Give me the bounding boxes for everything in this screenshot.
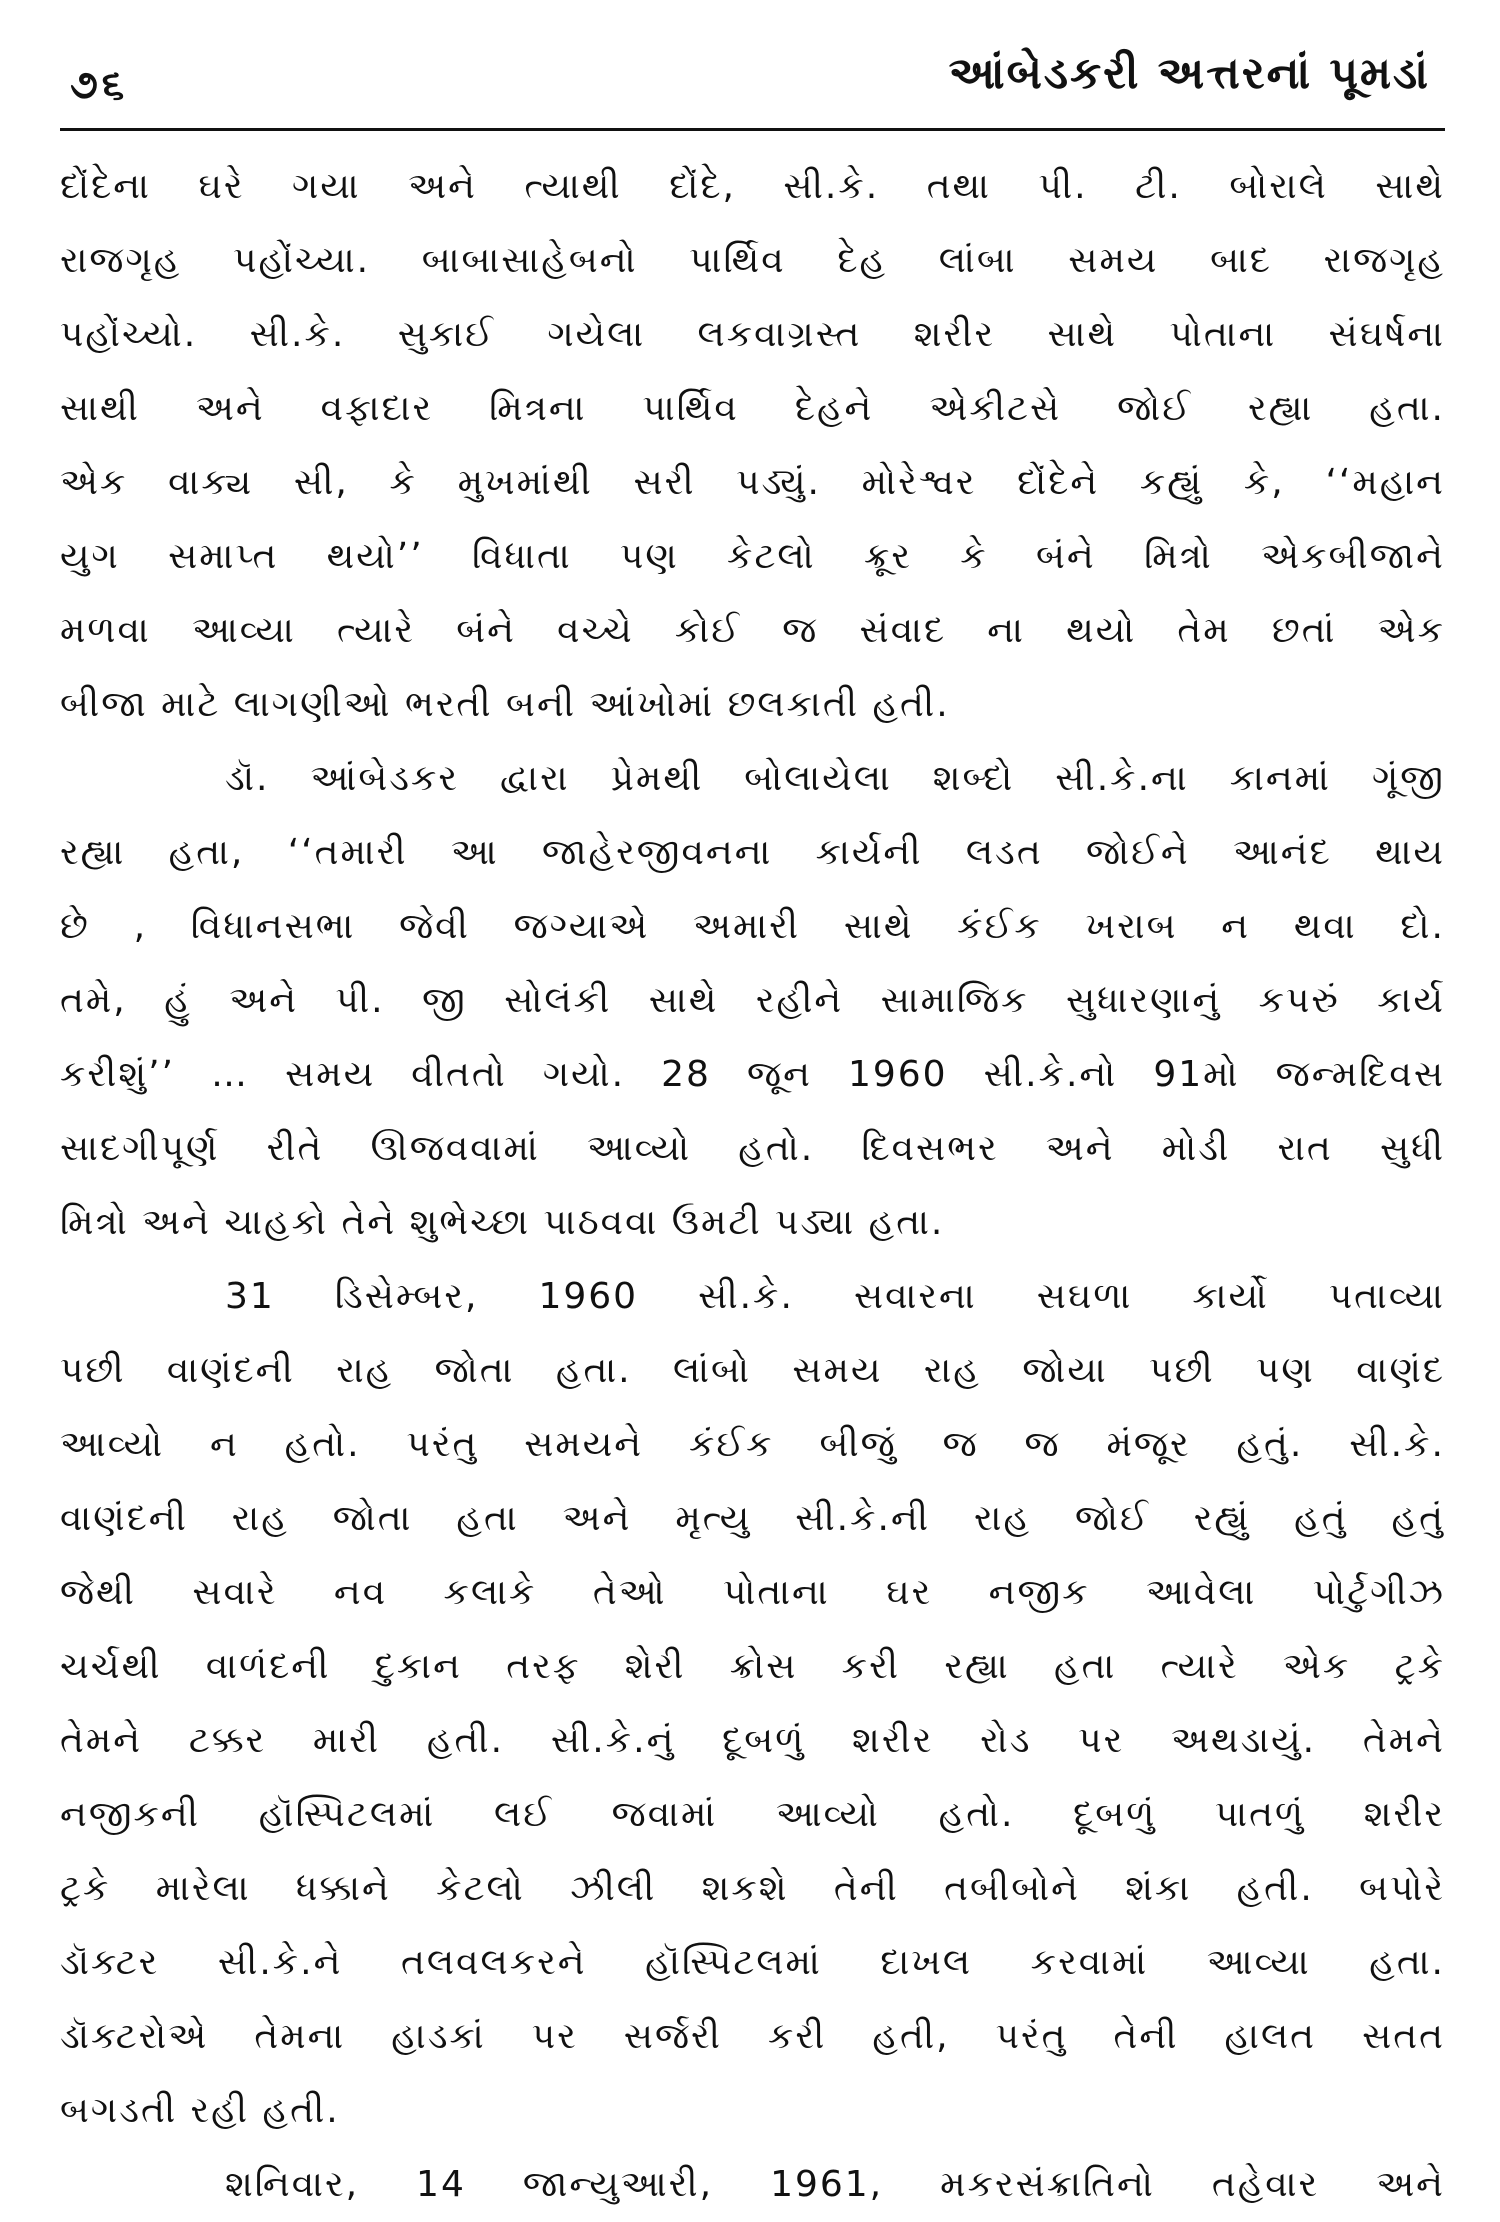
text-line: કરીશું’’ … સમય વીતતો ગયો. 28 જૂન 1960 સી.કે.નો 91મો જન્મદિવસ (60, 1054, 1445, 1095)
text-line: મળવા આવ્યા ત્યારે બંને વચ્ચે કોઈ જ સંવાદ ના થયો તેમ છતાં એક (60, 610, 1445, 651)
running-title: આંબેડકરી અત્તરનાં પૂમડાં (948, 48, 1430, 99)
text-line: તેમને ટક્કર મારી હતી. સી.કે.નું દૂબળું શરીર રોડ પર અથડાયું. તેમને (60, 1720, 1445, 1761)
text-line: તમે, હું અને પી. જી સોલંકી સાથે રહીને સામાજિક સુધારણાનું કપરું કાર્ય (60, 980, 1445, 1021)
body-text (60, 150, 1445, 2222)
text-line: ટ્રકે મારેલા ધક્કાને કેટલો ઝીલી શકશે તેની તબીબોને શંકા હતી. બપોરે (60, 1868, 1445, 1909)
text-line: ડૉક્ટર સી.કે.ને તલવલકરને હૉસ્પિટલમાં દાખલ કરવામાં આવ્યા હતા. (60, 1942, 1445, 1983)
text-line: યુગ સમાપ્ત થયો’’ વિધાતા પણ કેટલો ક્રૂર કે બંને મિત્રો એકબીજાને (60, 536, 1445, 577)
text-line: રહ્યા હતા, ‘‘તમારી આ જાહેરજીવનના કાર્યની લડત જોઈને આનંદ થાય (60, 832, 1445, 873)
text-line: બગડતી રહી હતી. (60, 2090, 340, 2131)
page-number: ૭૬ (70, 62, 129, 108)
text-line: જેથી સવારે નવ કલાકે તેઓ પોતાના ઘર નજીક આવેલા પોર્ટુગીઝ (60, 1572, 1445, 1613)
text-line: સાથી અને વફાદાર મિત્રના પાર્થિવ દેહને એકીટસે જોઈ રહ્યા હતા. (60, 388, 1445, 429)
text-line: નજીકની હૉસ્પિટલમાં લઈ જવામાં આવ્યો હતો. દૂબળું પાતળું શરીર (60, 1794, 1445, 1835)
paragraph-start-line: 31 ડિસેમ્બર, 1960 સી.કે. સવારના સઘળા કાર્યો પતાવ્યા (225, 1276, 1445, 1317)
text-line: છે , વિધાનસભા જેવી જગ્યાએ અમારી સાથે કંઈક ખરાબ ન થવા દો. (60, 906, 1445, 947)
text-line: સાદગીપૂર્ણ રીતે ઊજવવામાં આવ્યો હતો. દિવસભર અને મોડી રાત સુધી (60, 1128, 1445, 1169)
text-line: દોંદેના ઘરે ગયા અને ત્યાથી દોંદે, સી.કે. તથા પી. ટી. બોરાલે સાથે (60, 166, 1445, 207)
paragraph-start-line: ડૉ. આંબેડકર દ્વારા પ્રેમથી બોલાયેલા શબ્દો સી.કે.ના કાનમાં ગૂંજી (225, 758, 1445, 799)
text-line: બીજા માટે લાગણીઓ ભરતી બની આંખોમાં છલકાતી હતી. (60, 684, 950, 725)
text-line: પહોંચ્યો. સી.કે. સુકાઈ ગયેલા લકવાગ્રસ્ત શરીર સાથે પોતાના સંઘર્ષના (60, 314, 1445, 355)
text-line: ડૉક્ટરોએ તેમના હાડકાં પર સર્જરી કરી હતી, પરંતુ તેની હાલત સતત (60, 2016, 1445, 2057)
paragraph-start-line: શનિવાર, 14 જાન્યુઆરી, 1961, મકરસંક્રાતિનો તહેવાર અને (225, 2164, 1445, 2205)
text-line: પછી વાણંદની રાહ જોતા હતા. લાંબો સમય રાહ જોયા પછી પણ વાણંદ (60, 1350, 1445, 1391)
text-line: એક વાક્ય સી, કે મુખમાંથી સરી પડ્યું. મોરેશ્વર દોંદેને કહ્યું કે, ‘‘મહાન (60, 462, 1445, 503)
text-line: આવ્યો ન હતો. પરંતુ સમયને કંઈક બીજું જ જ મંજૂર હતું. સી.કે. (60, 1424, 1445, 1465)
text-line: મિત્રો અને ચાહકો તેને શુભેચ્છા પાઠવવા ઉમટી પડ્યા હતા. (60, 1202, 945, 1243)
header-divider (60, 128, 1445, 131)
text-line: ચર્ચથી વાળંદની દુકાન તરફ શેરી ક્રોસ કરી રહ્યા હતા ત્યારે એક ટ્રકે (60, 1646, 1445, 1687)
text-line: વાણંદની રાહ જોતા હતા અને મૃત્યુ સી.કે.ની રાહ જોઈ રહ્યું હતું હતું (60, 1498, 1445, 1539)
text-line: રાજગૃહ પહોંચ્યા. બાબાસાહેબનો પાર્થિવ દેહ લાંબા સમય બાદ રાજગૃહ (60, 240, 1445, 281)
